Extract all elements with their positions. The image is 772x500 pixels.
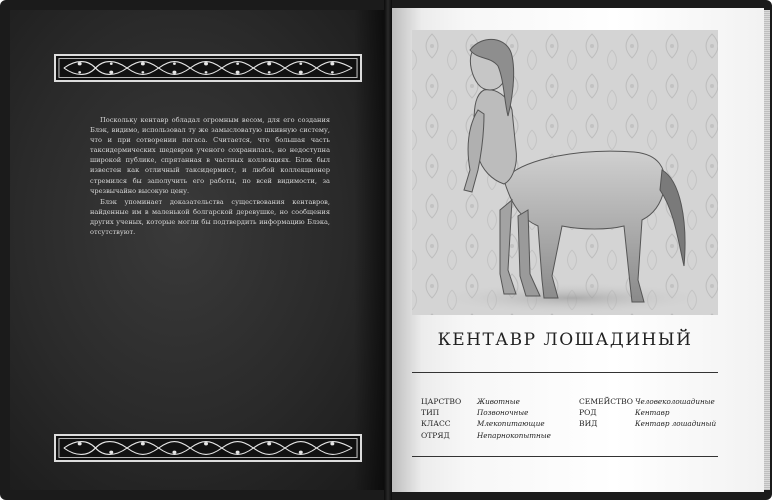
taxonomy-key: ВИД <box>579 419 598 429</box>
book-spine <box>384 0 392 500</box>
divider-top <box>412 372 718 373</box>
taxonomy-row <box>421 407 551 418</box>
taxonomy-left <box>421 396 551 441</box>
page-edges <box>764 10 770 490</box>
taxonomy-key: СЕМЕЙСТВО <box>579 397 633 406</box>
taxonomy-value: Позвоночные <box>477 408 529 418</box>
taxonomy-row <box>421 418 551 429</box>
ornament-band-top <box>54 54 362 82</box>
taxonomy-value: Млекопитающие <box>477 419 545 429</box>
taxonomy-row <box>421 396 551 407</box>
ornament-band-bottom <box>54 434 362 462</box>
centaur-illustration <box>412 30 718 315</box>
taxonomy-row <box>579 396 716 407</box>
taxonomy-key: ОТРЯД <box>421 430 450 440</box>
taxonomy-right <box>579 396 716 430</box>
left-page <box>10 10 384 490</box>
taxonomy-value: Непарнокопытные <box>477 430 551 440</box>
taxonomy-value: Человеколошадиные <box>635 397 715 406</box>
species-title: КЕНТАВР ЛОШАДИНЫЙ <box>437 330 693 350</box>
taxonomy-value: Кентавр лошадиный <box>635 419 717 429</box>
divider-bottom <box>412 456 718 457</box>
taxonomy-key: КЛАСС <box>421 419 451 429</box>
taxonomy-key: ЦАРСТВО <box>421 397 462 406</box>
paragraph-1: Поскольку кентавр обладал огромным весом, для его создания Блэк, видимо, использовал ту же замысловатую шкивную систему, что и при сотворении пегаса. Считается, что большая часть таксидермических шедевров ученого сохранилась, но недоступна широкой публике, спрятанная в частных коллекциях. Блэк был известен как отличный таксидермист, и любой коллекционер стремился бы заполучить его работы, по всей видимости, за чрезвычайно высокую цену. <box>90 116 330 195</box>
left-page-text <box>90 115 330 238</box>
taxonomy-key: ТИП <box>421 408 440 418</box>
paragraph-2: Блэк упоминает доказательства существования кентавров, найденные им в маленькой болгарской деревушке, но сообщения других ученых, которые могли бы подтвердить информацию Блэка, отсутствуют. <box>90 197 330 237</box>
taxonomy-value: Кентавр <box>635 408 670 418</box>
taxonomy-row <box>579 418 716 429</box>
taxonomy-value: Животные <box>477 397 520 406</box>
taxonomy-row <box>579 407 716 418</box>
centaur-drawing-icon <box>412 30 718 315</box>
taxonomy-key: РОД <box>579 408 597 418</box>
taxonomy-row <box>421 430 551 441</box>
